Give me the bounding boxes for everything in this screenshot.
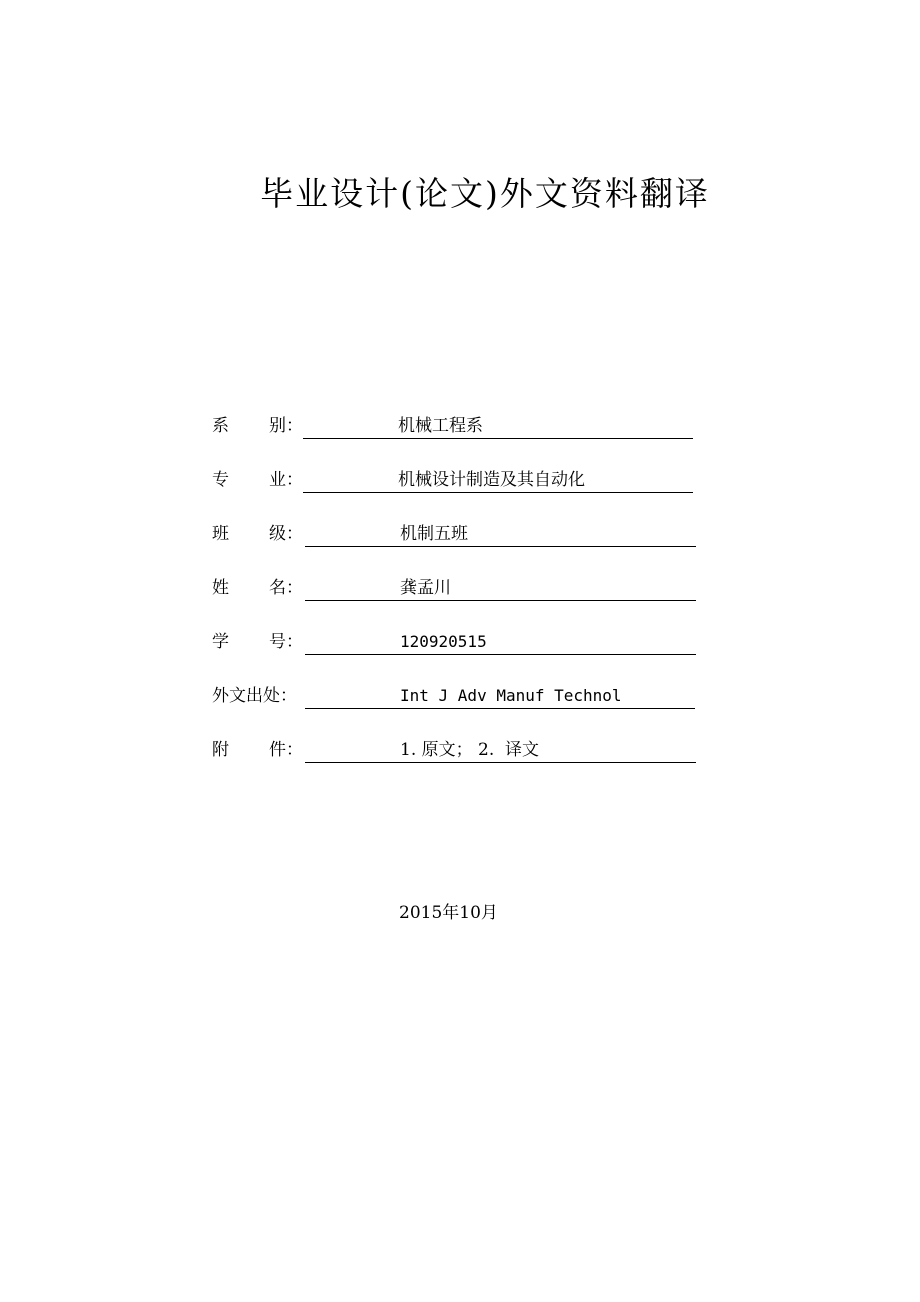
date: 2015年10月 [399, 903, 498, 923]
field-label-char: 别 [269, 416, 286, 436]
underline [305, 654, 696, 655]
field-major [212, 467, 696, 493]
field-label-char: 级 [269, 524, 286, 544]
field-value: 机制五班 [400, 524, 468, 544]
field-label-char: 姓 [212, 578, 229, 598]
field-value: 机械设计制造及其自动化 [398, 470, 585, 490]
field-value: 龚孟川 [400, 578, 451, 598]
field-label-colon: ： [286, 632, 303, 652]
field-label-char: 班 [212, 524, 229, 544]
field-source [212, 683, 696, 709]
field-label: 外文出处： [212, 686, 297, 706]
field-label-char: 件 [269, 740, 286, 760]
field-label-colon: ： [286, 740, 303, 760]
page-title: 毕业设计(论文)外文资料翻译 [260, 174, 710, 213]
underline [305, 546, 696, 547]
field-value: 1. 原文； 2. 译文 [400, 740, 540, 760]
field-value: Int J Adv Manuf Technol [400, 686, 622, 705]
underline [303, 438, 693, 439]
field-label-char: 业 [269, 470, 286, 490]
field-value: 120920515 [400, 632, 487, 651]
field-department [212, 413, 696, 439]
field-label-char: 号 [269, 632, 286, 652]
field-label-char: 学 [212, 632, 229, 652]
field-label-char: 附 [212, 740, 229, 760]
field-label-colon: ： [286, 524, 303, 544]
field-class [212, 521, 696, 547]
underline [305, 600, 696, 601]
field-attachments [212, 737, 696, 763]
field-student-id [212, 629, 696, 655]
field-name [212, 575, 696, 601]
field-label-char: 名 [269, 578, 286, 598]
field-value: 机械工程系 [398, 416, 483, 436]
field-label-colon: ： [286, 470, 303, 490]
field-label-char: 专 [212, 470, 229, 490]
field-label-colon: ： [286, 578, 303, 598]
field-label-colon: ： [286, 416, 303, 436]
field-label-char: 系 [212, 416, 229, 436]
